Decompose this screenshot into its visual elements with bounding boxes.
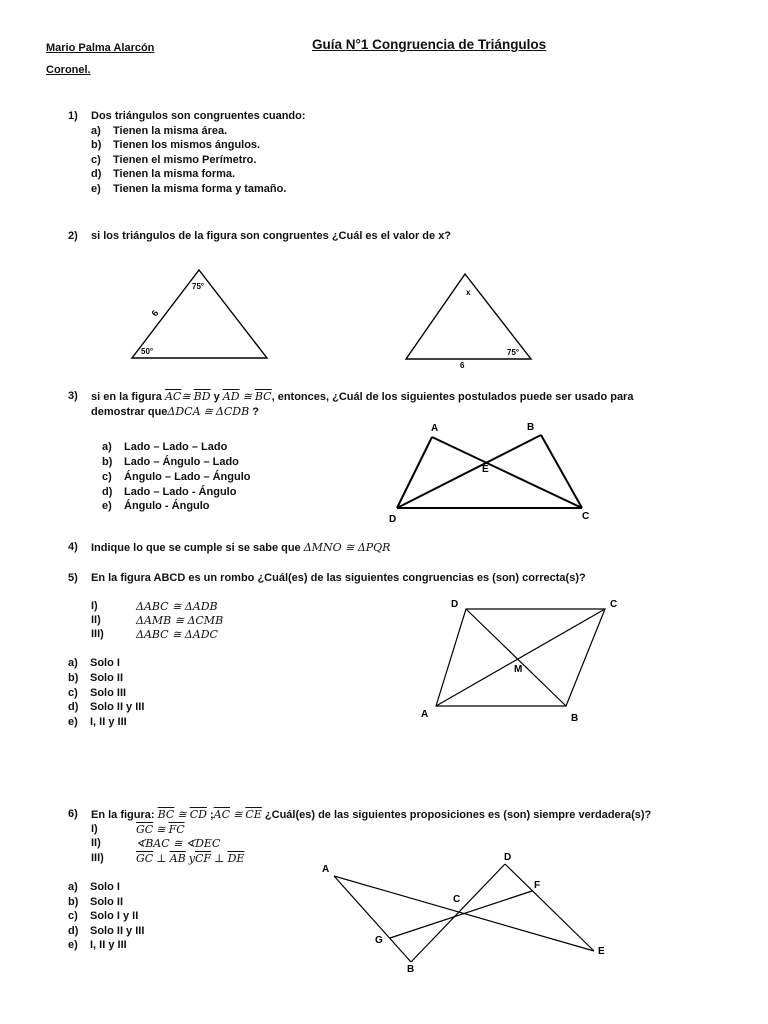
point-label-e: E [598,946,605,957]
q6-post: ¿Cuál(es) de las siguientes proposiciones es (son) siempre verdadera(s)? [261,809,652,821]
segment-cd: $\overline{CD}$ [189,808,207,821]
q5-option-text: Solo III [90,687,127,699]
q3-option-letter: d) [102,486,113,498]
q1-option-text: Tienen la misma forma y tamaño. [113,183,287,195]
segment-fc: $\overline{FC}$ [168,823,185,836]
triangle-dca: ΔDCA [167,405,201,418]
point-label-m: M [514,664,523,675]
q5-option-letter: b) [68,672,79,684]
q5-option-letter: c) [68,687,78,699]
q5-option-letter: e) [68,716,78,728]
school-name: Coronel. [46,64,91,76]
q4-prompt: Indique lo que se cumple si se sabe que [91,542,304,554]
point-label-c: C [582,511,590,522]
side-label: 6 [460,361,465,370]
q6-option-text: Solo I y II [90,910,139,922]
point-label-d: D [504,852,512,863]
q3-option-text: Lado – Ángulo – Lado [124,456,239,468]
q5-text: En la figura ABCD es un rombo ¿Cuál(es) de las siguientes congruencias es (son) correcta(s)? [91,572,586,584]
segment-ce: $\overline{CE}$ [245,808,262,821]
q6-option-letter: c) [68,910,78,922]
segment-ab [334,876,411,962]
q3-option-text: Ángulo - Ángulo [124,500,210,512]
congruent-symbol: ≅ [181,390,191,403]
side-label: 6 [149,308,161,319]
author-name: Mario Palma Alarcón [46,42,155,54]
q3-option-text: Lado – Lado – Lado [124,441,228,453]
segment-ad: $\overline{AD}$ [222,390,240,403]
congruent-symbol: ≅ [156,823,166,836]
q1-text: Dos triángulos son congruentes cuando: [91,110,306,122]
q1-option-text: Tienen los mismos ángulos. [113,139,261,151]
q6-number: 6) [68,808,78,820]
congruent-symbol: ≅ [177,808,187,821]
q3-conj: y [210,391,223,403]
segment-ab: $\overline{AB}$ [169,852,186,865]
q5-statement-roman: I) [91,600,98,612]
angle-label-right: 75° [507,348,520,357]
point-label-a: A [421,709,429,720]
point-label-c: C [610,599,618,610]
q6-option-letter: a) [68,881,78,893]
q5-option-text: Solo I [90,657,120,669]
segment-ac: $\overline{AC}$ [164,390,182,403]
point-label-d: D [389,514,397,525]
page-title: Guía N°1 Congruencia de Triángulos [312,37,547,52]
perpendicular-symbol: ⊥ [214,852,225,865]
segment-cf: $\overline{CF}$ [195,852,212,865]
q5-statement-expr: ΔAMB ≅ ΔCMB [136,614,224,627]
q3-option-letter: c) [102,471,112,483]
segment-bc: $\overline{BC}$ [157,808,175,821]
q5-statement-expr: ΔABC ≅ ΔADC [136,628,218,641]
q5-statement-roman: II) [91,614,101,626]
point-label-b: B [527,422,535,433]
angle-label-top: 75° [192,282,205,291]
angle-label-x: x [466,288,471,297]
q6-option-text: Solo II y III [90,925,145,937]
point-label-b: B [571,713,579,724]
q5-option-text: Solo II y III [90,701,145,713]
q3-number: 3) [68,390,78,402]
q1-option-letter: e) [91,183,101,195]
segment-gc: $\overline{GC}$ [136,852,154,865]
perpendicular-symbol: ⊥ [156,852,167,865]
triangle-cdb: ΔCDB [215,405,250,418]
q3-pre: si en la figura [91,391,165,403]
q5-option-text: Solo II [90,672,123,684]
q6-option-letter: e) [68,939,78,951]
q3-option-letter: a) [102,441,112,453]
q6-option-text: I, II y III [90,939,127,951]
point-label-g: G [375,935,383,946]
congruent-symbol: ≅ [233,808,243,821]
q5-option-letter: d) [68,701,79,713]
q1-option-letter: c) [91,154,101,166]
point-label-c: C [453,894,461,905]
q1-option-text: Tienen la misma forma. [113,168,236,180]
q6-option-letter: d) [68,925,79,937]
segment-de: $\overline{DE}$ [227,852,245,865]
congruent-symbol: ≅ [242,390,252,403]
q3-option-text: Ángulo – Lado – Ángulo [124,471,251,483]
q6-statement-roman: I) [91,823,98,835]
q1-option-letter: a) [91,125,101,137]
q6-sep: ; [206,809,214,821]
q5-statement-expr: ΔABC ≅ ΔADB [136,600,218,613]
q1-option-text: Tienen la misma área. [113,125,228,137]
segment-ac: $\overline{AC}$ [213,808,231,821]
q6-statement-roman: II) [91,837,101,849]
congruent-symbol: ≅ [203,405,213,418]
q4-number: 4) [68,541,78,553]
q6-option-text: Solo II [90,896,123,908]
q6-statement-roman: III) [91,852,104,864]
q1-option-letter: b) [91,139,102,151]
q1-option-text: Tienen el mismo Perímetro. [113,154,257,166]
point-label-a: A [322,864,330,875]
point-label-b: B [407,964,415,975]
q1-number: 1) [68,110,78,122]
point-label-d: D [451,599,459,610]
point-label-f: F [534,880,541,891]
q4-expression: ΔMNO ≅ ΔPQR [303,541,391,554]
q2-number: 2) [68,230,78,242]
point-label-a: A [431,423,439,434]
q5-option-letter: a) [68,657,78,669]
conjunction: y [188,852,196,865]
q3-post: , entonces, ¿Cuál de los siguientes postulados puede ser usado para [271,391,634,403]
q6-pre: En la figura: [91,809,158,821]
q3-line2-post: ? [249,406,259,418]
segment-bc: $\overline{BC}$ [254,390,272,403]
q5-option-text: I, II y III [90,716,127,728]
segment-bd: $\overline{BD}$ [193,390,211,403]
q5-statement-roman: III) [91,628,104,640]
q6-option-letter: b) [68,896,79,908]
q3-option-letter: e) [102,500,112,512]
q3-option-letter: b) [102,456,113,468]
q6-option-text: Solo I [90,881,120,893]
q3-option-text: Lado – Lado - Ángulo [124,486,237,498]
segment-gc: $\overline{GC}$ [136,823,154,836]
segment-bd [411,864,505,962]
angle-label-left: 50° [141,347,154,356]
q3-line2-pre: demostrar que [91,406,168,418]
q1-option-letter: d) [91,168,102,180]
point-label-e: E [482,464,489,475]
q6-statement-2: ∢BAC ≅ ∢DEC [136,837,221,850]
q5-number: 5) [68,572,78,584]
q2-text: si los triángulos de la figura son congruentes ¿Cuál es el valor de x? [91,230,452,242]
